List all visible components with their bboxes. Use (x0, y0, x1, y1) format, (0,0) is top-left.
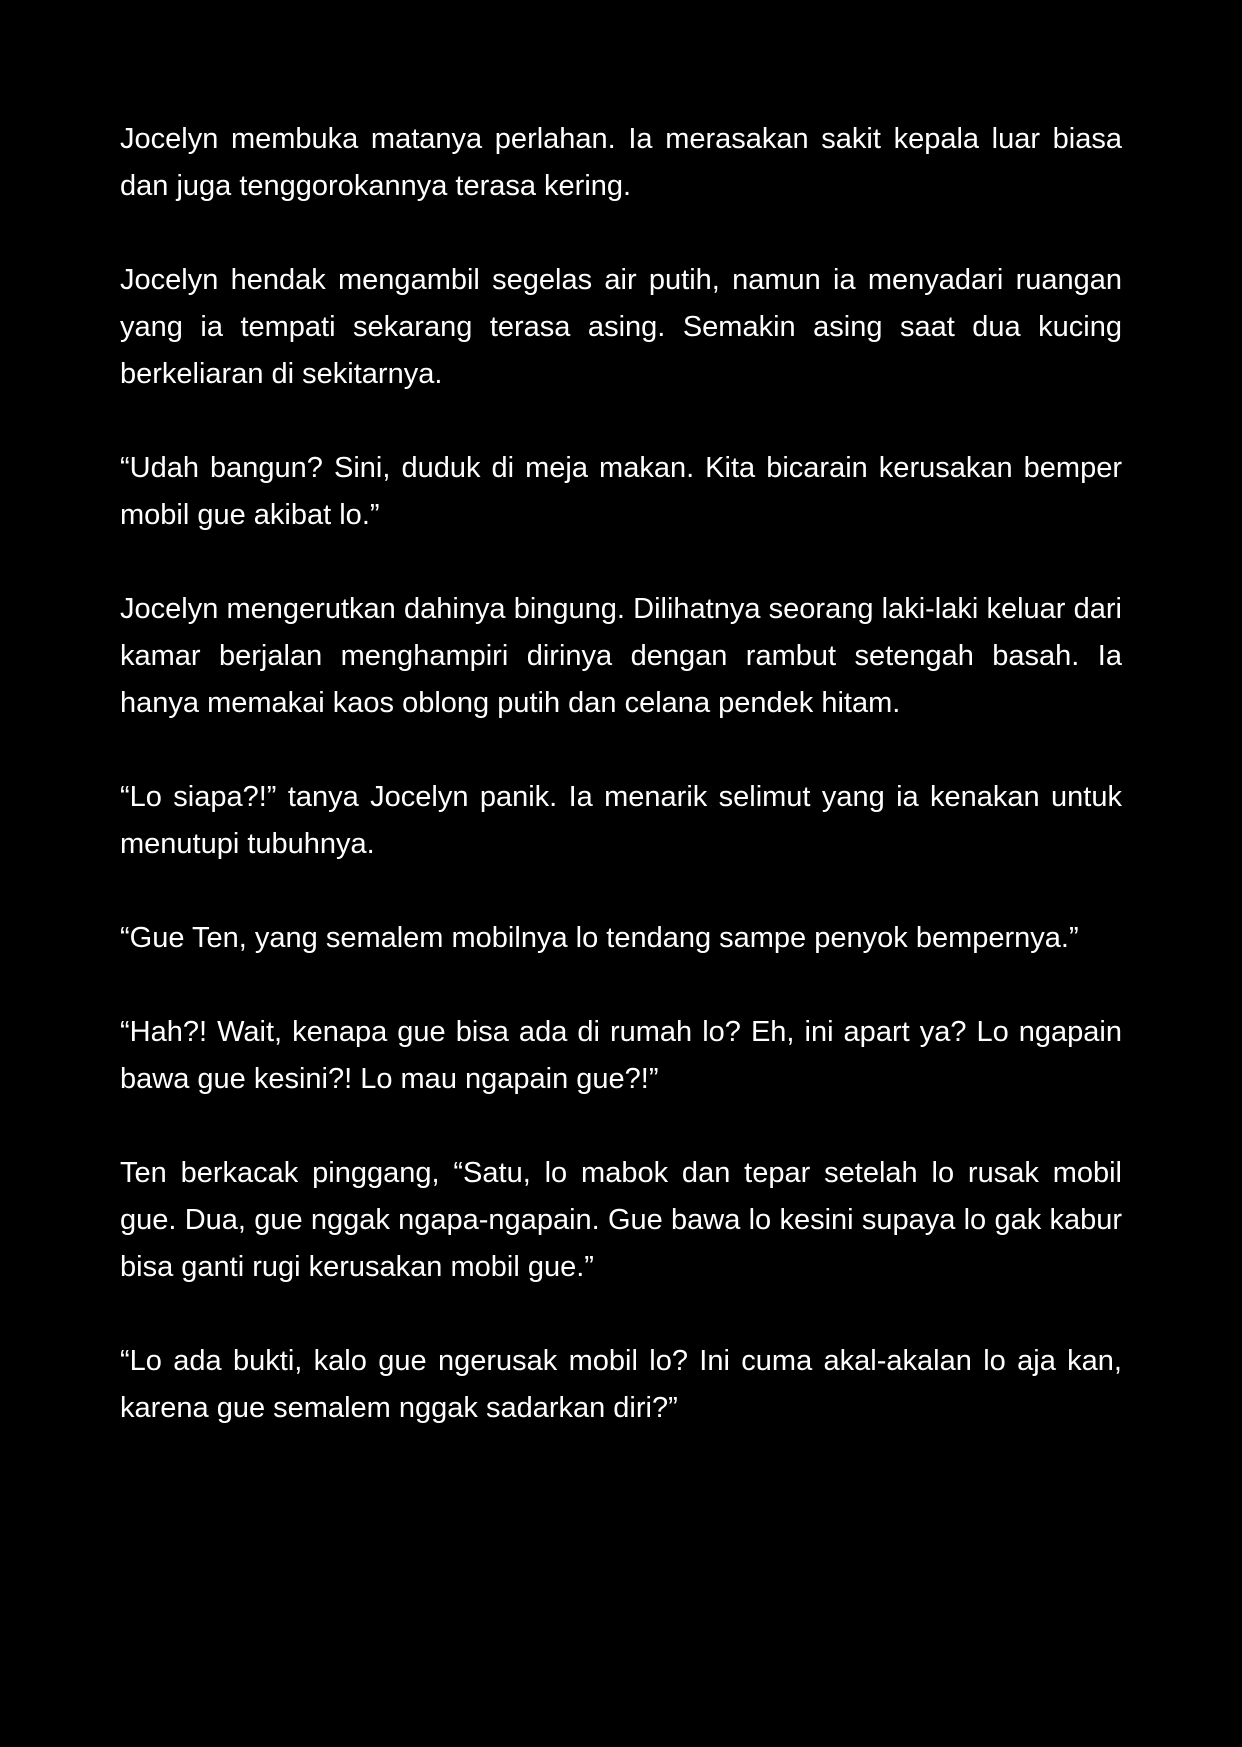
paragraph-7: “Hah?! Wait, kenapa gue bisa ada di rumah lo? Eh, ini apart ya? Lo ngapain bawa gue kesini?! Lo mau ngapain gue?!” (120, 1016, 1122, 1095)
paragraph-3: “Udah bangun? Sini, duduk di meja makan. Kita bicarain kerusakan bemper mobil gue akibat lo.” (120, 452, 1122, 531)
paragraph-2: Jocelyn hendak mengambil segelas air putih, namun ia menyadari ruangan yang ia tempati sekarang terasa asing. Semakin asing saat dua kucing berkeliaran di sekitarnya. (120, 264, 1122, 390)
paragraph-9: “Lo ada bukti, kalo gue ngerusak mobil lo? Ini cuma akal-akalan lo aja kan, karena gue semalem nggak sadarkan diri?” (120, 1345, 1122, 1424)
story-text (120, 116, 1122, 1479)
paragraph-4: Jocelyn mengerutkan dahinya bingung. Dilihatnya seorang laki-laki keluar dari kamar berjalan menghampiri dirinya dengan rambut setengah basah. Ia hanya memakai kaos oblong putih dan celana pendek hitam. (120, 593, 1122, 719)
paragraph-1: Jocelyn membuka matanya perlahan. Ia merasakan sakit kepala luar biasa dan juga tenggorokannya terasa kering. (120, 123, 1122, 202)
paragraph-8: Ten berkacak pinggang, “Satu, lo mabok dan tepar setelah lo rusak mobil gue. Dua, gue nggak ngapa-ngapain. Gue bawa lo kesini supaya lo gak kabur bisa ganti rugi kerusakan mobil gue.” (120, 1157, 1122, 1283)
paragraph-6: “Gue Ten, yang semalem mobilnya lo tendang sampe penyok bempernya.” (120, 922, 1079, 954)
paragraph-5: “Lo siapa?!” tanya Jocelyn panik. Ia menarik selimut yang ia kenakan untuk menutupi tubuhnya. (120, 781, 1122, 860)
